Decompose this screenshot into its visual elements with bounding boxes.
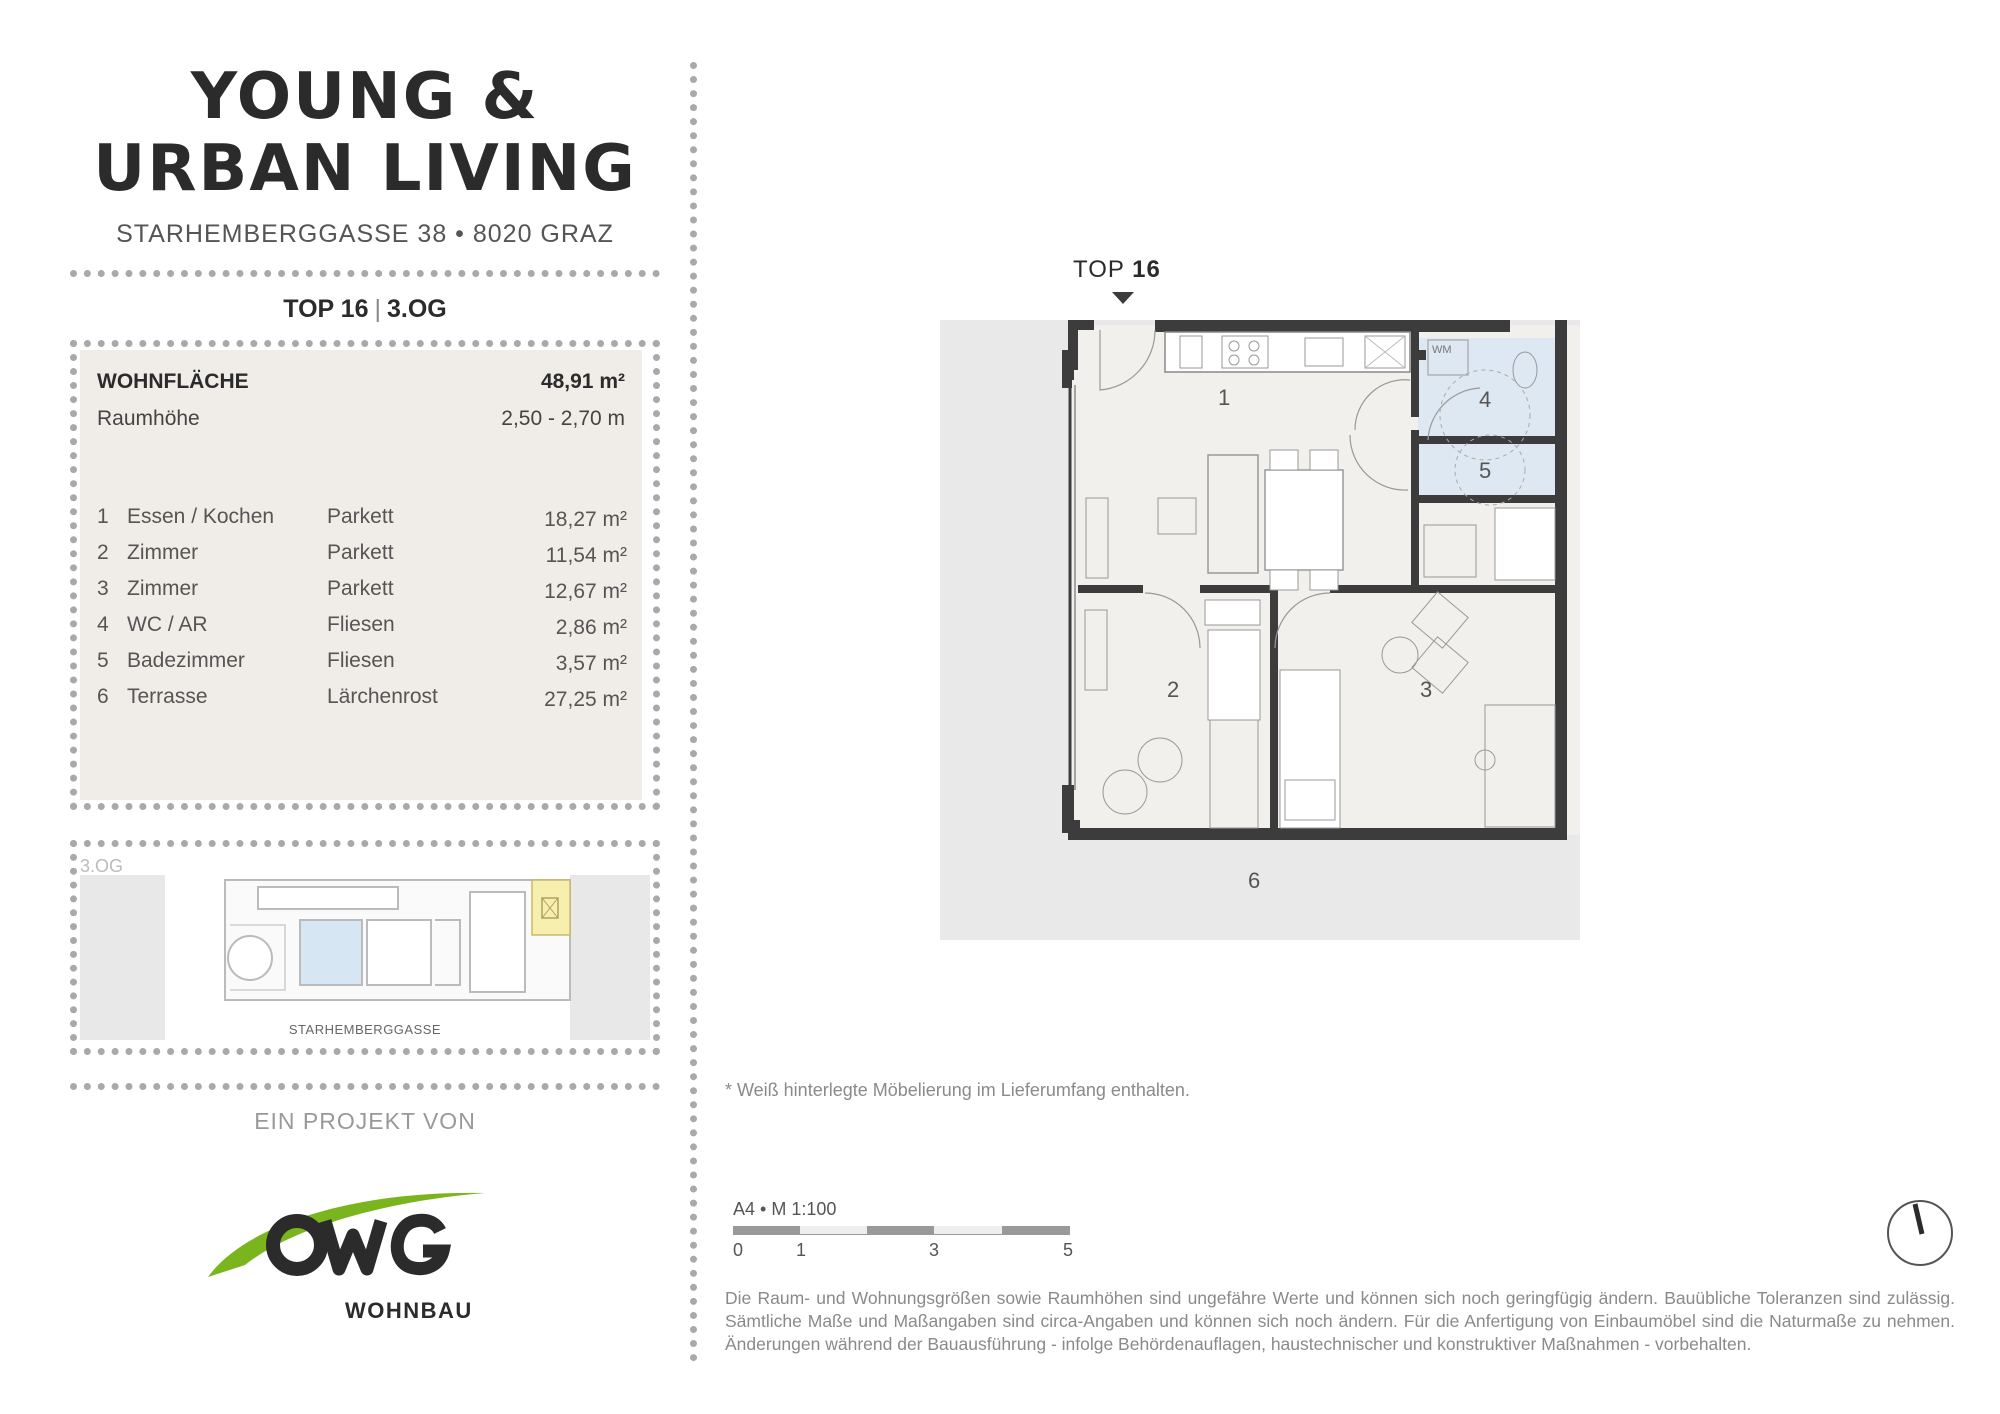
key-plan-drawing	[80, 850, 650, 1045]
room-number: 5	[97, 649, 109, 672]
unit-heading	[70, 295, 660, 324]
entrance-arrow-icon	[1112, 292, 1134, 304]
room-area: 11,54 m²	[545, 544, 627, 567]
room-flooring: Fliesen	[327, 649, 395, 672]
unit-top-label: TOP 16	[283, 295, 369, 323]
north-arrow-icon	[1885, 1198, 1955, 1268]
column-divider	[690, 62, 697, 1362]
room-label-4: 4	[1479, 387, 1492, 412]
area-value: 48,91 m²	[540, 370, 625, 393]
key-plan-floor-label: 3.OG	[80, 856, 124, 876]
room-number: 3	[97, 577, 109, 600]
scale-tick-1: 1	[796, 1240, 807, 1260]
room-row	[97, 613, 627, 643]
room-row	[97, 541, 627, 571]
key-plan-street-label: STARHEMBERGGASSE	[288, 1022, 442, 1037]
room-name: Terrasse	[127, 685, 208, 708]
room-label-5: 5	[1479, 458, 1492, 483]
floorplan-top-number: 16	[1132, 256, 1161, 283]
room-flooring: Parkett	[327, 577, 394, 600]
room-area: 27,25 m²	[544, 688, 627, 711]
room-label-1: 1	[1218, 385, 1231, 410]
room-name: Essen / Kochen	[127, 505, 275, 528]
room-number: 4	[97, 613, 109, 636]
room-area: 3,57 m²	[555, 652, 627, 675]
floor-plan	[940, 310, 1600, 950]
room-area: 2,86 m²	[555, 616, 627, 639]
owg-logo	[205, 1185, 495, 1280]
room-number: 1	[97, 505, 109, 528]
room-row	[97, 649, 627, 679]
room-row	[97, 685, 627, 715]
room-name: Badezimmer	[127, 649, 245, 672]
room-number: 6	[97, 685, 109, 708]
scale-tick-0: 0	[733, 1240, 744, 1260]
room-label-2: 2	[1167, 677, 1180, 702]
room-name: Zimmer	[127, 577, 199, 600]
room-area: 12,67 m²	[544, 580, 627, 603]
scale-tick-3: 3	[929, 1240, 940, 1260]
area-label: WOHNFLÄCHE	[97, 370, 249, 393]
washing-machine-label: WM	[1432, 344, 1452, 356]
furniture-footnote: * Weiß hinterlegte Möbelierung im Lieferumfang enthalten.	[725, 1080, 1190, 1100]
scale-tick-5: 5	[1063, 1240, 1074, 1260]
height-label: Raumhöhe	[97, 407, 200, 430]
room-name: WC / AR	[127, 613, 208, 636]
divider	[70, 270, 660, 277]
unit-separator: |	[374, 295, 381, 323]
room-flooring: Parkett	[327, 541, 394, 564]
room-flooring: Fliesen	[327, 613, 395, 636]
project-address: STARHEMBERGGASSE 38 • 8020 GRAZ	[116, 220, 614, 248]
disclaimer-text: Die Raum- und Wohnungsgrößen sowie Raumhöhen sind ungefähre Werte und können sich noch geringfügig ändern. Bauübliche Toleranzen sind zulässig. Sämtliche Maße und Maßangaben sind circa-Angaben und können sich noch ändern. Für die Anfertigung von Einbaumöbel sind die Naturmaße zu nehmen. Änderungen während der Bauausführung - infolge Behördenauflagen, haustechnischer und konstruktiver Maßnahmen - vorbehalten.	[725, 1288, 1955, 1354]
scale-bar	[733, 1226, 1070, 1234]
logo-subtitle: WOHNBAU	[345, 1298, 473, 1323]
room-row	[97, 577, 627, 607]
room-label-6: 6	[1248, 868, 1261, 893]
room-row	[97, 505, 627, 535]
project-title-line-1: YOUNG &	[190, 60, 540, 134]
room-number: 2	[97, 541, 109, 564]
room-flooring: Parkett	[327, 505, 394, 528]
room-area: 18,27 m²	[544, 508, 627, 531]
room-label-3: 3	[1420, 677, 1433, 702]
floorplan-top-text: TOP	[1073, 256, 1125, 283]
scale-label: A4 • M 1:100	[733, 1199, 837, 1219]
unit-floor-label: 3.OG	[387, 295, 447, 323]
floorplan-top-label	[1073, 256, 1161, 284]
divider	[70, 1083, 660, 1090]
project-title-line-2: URBAN LIVING	[93, 132, 637, 206]
project-by-label: EIN PROJEKT VON	[254, 1108, 476, 1134]
room-flooring: Lärchenrost	[327, 685, 438, 708]
height-value: 2,50 - 2,70 m	[501, 407, 625, 430]
room-name: Zimmer	[127, 541, 199, 564]
